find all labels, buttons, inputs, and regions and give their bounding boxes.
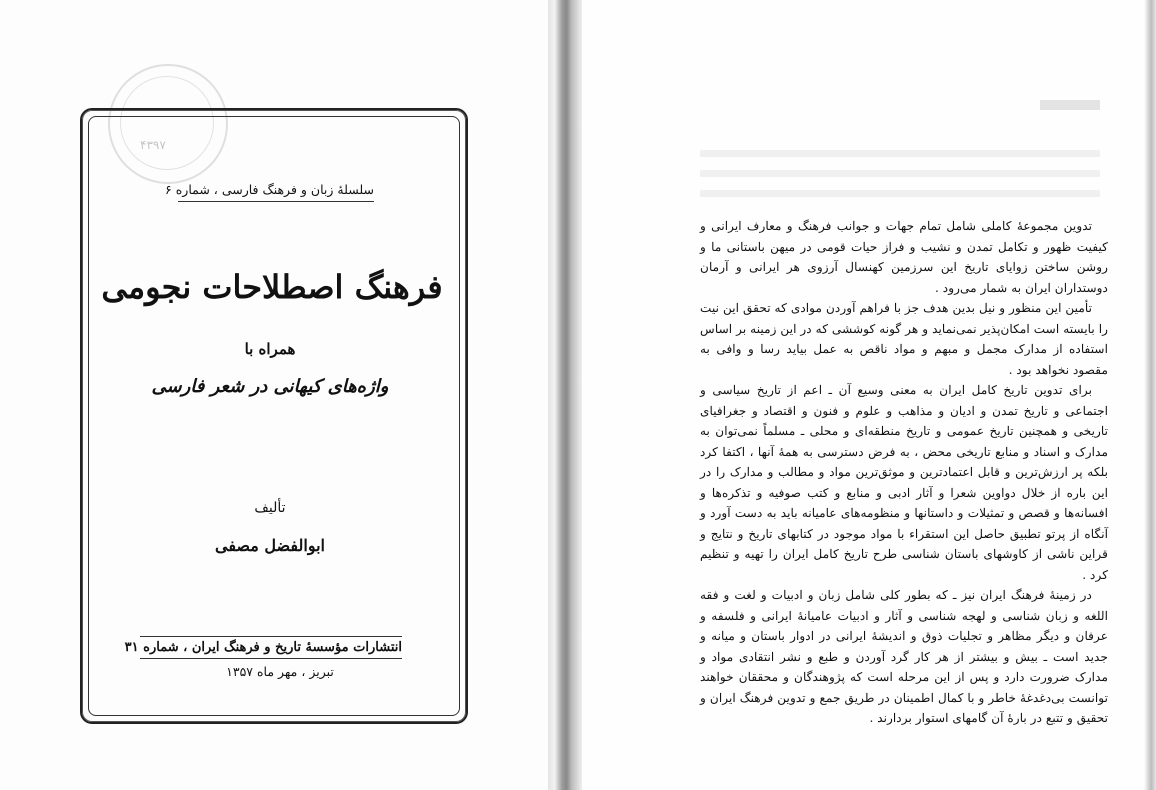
publisher-line: انتشارات مؤسسهٔ تاریخ و فرهنگ ایران ، شماره ۳۱ xyxy=(140,636,402,659)
book-title: فرهنگ اصطلاحات نجومی xyxy=(101,268,443,306)
book-subtitle: واژه‌های کیهانی در شعر فارسی xyxy=(151,376,389,397)
title-page xyxy=(0,0,548,790)
book-gutter xyxy=(548,0,582,790)
paragraph: برای تدوین تاریخ کامل ایران به معنی وسیع آن ـ اعم از تاریخ سیاسی و اجتماعی و تاریخ تمدن و ادیان و مذاهب و علوم و فنون و اقتصاد و جغرافیای تاریخی و همچنین تاریخ عمومی و تاریخ منطقه‌ای و محلی ـ مسلماً نمی‌توان به مدارک و اسناد و منابع تاریخی محض ، به فرض دسترسی به همهٔ آنها ، اکتفا کرد بلکه پر ارزش‌ترین و قابل اعتمادترین و موثق‌ترین مواد و مطالب و مدارک را در این باره از خلال دواوین شعرا و آثار ادبی و منابع و کتب صوفیه و تذکره‌ها و افسانه‌ها و قصص و تمثیلات و داستانها و منظومه‌های عامیانه باید به دست آورد و آنگاه از پرتو تطبیق حاصل این استقراء با مواد موجود در کتابهای تاریخ و نتایج و قراین ناشی از کاوشهای باستان شناسی طرح تاریخ کامل ایران را تهیه و تنظیم کرد . xyxy=(700,383,1108,582)
accompanied-label: همراه با xyxy=(244,340,296,358)
bleed-through-line xyxy=(700,190,1100,197)
series-line: سلسلهٔ زبان و فرهنگ فارسی ، شماره ۶ xyxy=(178,182,374,202)
paragraph: تأمین این منظور و نیل بدین هدف جز با فراهم آوردن موادی که تحقق این نیت را بایسته است امکان‌پذیر نمی‌نماید و هر گونه کوششی که در این زمینه بر اساس استفاده از مدارک مجمل و مبهم و مواد ناقص به عمل بیاید رسا و وافی به مقصود نخواهد بود . xyxy=(700,301,1108,377)
bleed-through-line xyxy=(700,170,1100,177)
bleed-through-line xyxy=(700,150,1100,157)
author-name: ابوالفضل مصفی xyxy=(214,536,325,555)
bleed-through-mark xyxy=(1040,100,1100,110)
preface-text xyxy=(700,216,1108,729)
paragraph: در زمینهٔ فرهنگ ایران نیز ـ که بطور کلی شامل زبان و ادبیات و لغت و فقه اللغه و زبان شناسی و لهجه شناسی و آثار و ادبیات عامیانهٔ ایرانی و فلسفه و عرفان و دیگر مظاهر و تجلیات ذوق و اندیشهٔ ایرانی در ادوار باستان و میانه و جدید است ـ بیش و بیشتر از هر کار گرد آوردن و طبع و نشر انتقادی مواد و مدارک ضرورت دارد و پس از این مرحله است که پژوهندگان و محققان خواهند توانست بی‌دغدغهٔ خاطر و با کمال اطمینان در طریق جمع و تدوین فرهنگ ایران و تحقیق و تتبع در بارهٔ آن گامهای استوار بردارند . xyxy=(700,588,1108,725)
publication-place-date: تبریز ، مهر ماه ۱۳۵۷ xyxy=(226,664,334,679)
paragraph: تدوین مجموعهٔ کاملی شامل تمام جهات و جوانب فرهنگ و معارف ایرانی و کیفیت ظهور و تکامل تمدن و نشیب و فراز حیات قومی در میهن باستانی ما و روشن ساختن زوایای تاریخ این سرزمین کهنسال آرزوی هر ایرانی و آرمان دوستداران ایران به شمار می‌رود . xyxy=(700,219,1108,295)
stamp-number: ۴۳۹۷ xyxy=(140,138,166,152)
page-edge xyxy=(1144,0,1156,790)
author-label: تألیف xyxy=(254,500,286,516)
